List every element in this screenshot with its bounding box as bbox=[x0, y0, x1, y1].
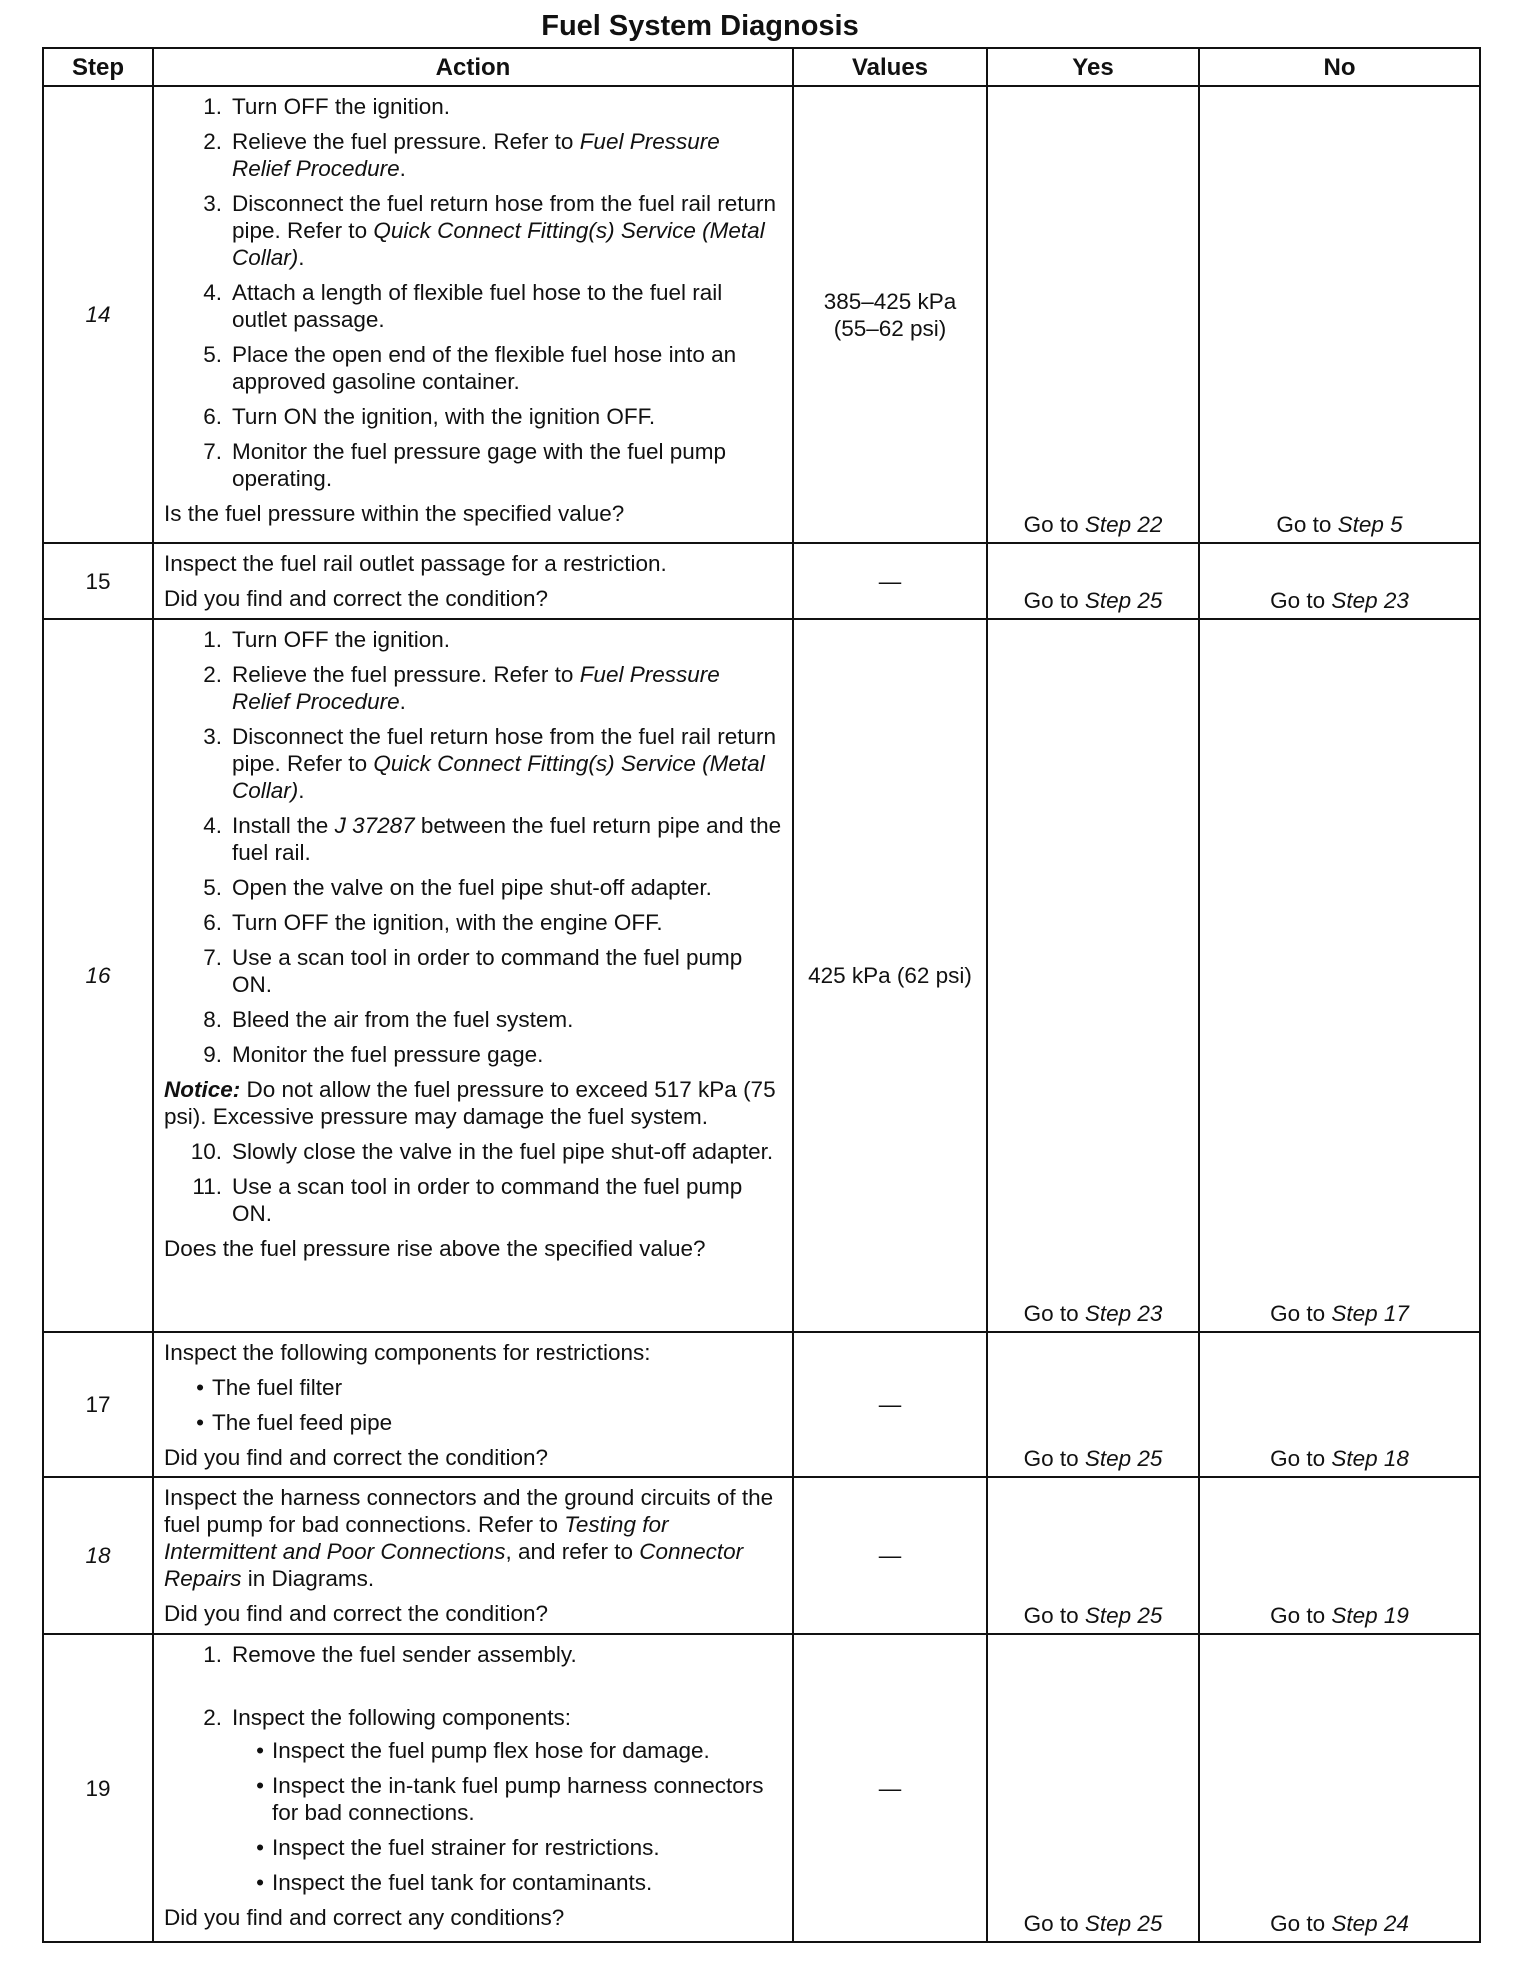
action-steps bbox=[164, 93, 782, 492]
values-cell: 385–425 kPa (55–62 psi) bbox=[793, 86, 987, 543]
action-steps-continued bbox=[164, 1138, 782, 1227]
action-question: Did you find and correct the condition? bbox=[164, 1601, 548, 1626]
yes-cell: Go to Step 25 bbox=[987, 1332, 1199, 1477]
page-title: Fuel System Diagnosis bbox=[541, 10, 859, 42]
action-cell bbox=[153, 86, 793, 543]
no-cell: Go to Step 17 bbox=[1199, 619, 1480, 1332]
notice-label: Notice: bbox=[164, 1077, 241, 1102]
list-item: 2. Relieve the fuel pressure. Refer to Fuel Pressure Relief Procedure. bbox=[203, 662, 720, 714]
bullet-icon: • bbox=[196, 1375, 204, 1400]
list-item: 7. Monitor the fuel pressure gage with the fuel pump operating. bbox=[203, 439, 727, 491]
action-question: Is the fuel pressure within the specified value? bbox=[164, 501, 625, 526]
values-cell: — bbox=[793, 543, 987, 619]
no-target: Step 5 bbox=[1337, 512, 1403, 537]
no-cell: Go to Step 23 bbox=[1199, 543, 1480, 619]
step-number: 14 bbox=[43, 86, 153, 543]
component-list bbox=[164, 1737, 782, 1896]
no-target: Step 19 bbox=[1331, 1603, 1409, 1628]
list-item: • The fuel feed pipe bbox=[164, 1409, 782, 1436]
step-number: 19 bbox=[43, 1634, 153, 1942]
list-item: 5. Place the open end of the flexible fuel hose into an approved gasoline container. bbox=[203, 342, 737, 394]
table-row bbox=[43, 1477, 1480, 1634]
list-item: 8. Bleed the air from the fuel system. bbox=[203, 1007, 574, 1032]
action-steps bbox=[164, 626, 782, 1068]
step-number: 17 bbox=[43, 1332, 153, 1477]
step-number: 16 bbox=[43, 619, 153, 1332]
list-item: 3. Disconnect the fuel return hose from the fuel rail return pipe. Refer to Quick Connect Fitting(s) Service (Metal Collar). bbox=[203, 724, 777, 803]
action-steps-continued bbox=[164, 1704, 782, 1731]
action-cell bbox=[153, 1332, 793, 1477]
no-cell: Go to Step 5 bbox=[1199, 86, 1480, 543]
component-list bbox=[164, 1374, 782, 1436]
list-item: 10. Slowly close the valve in the fuel pipe shut-off adapter. bbox=[190, 1139, 774, 1164]
yes-target: Step 25 bbox=[1084, 1446, 1163, 1471]
list-item: 1. Remove the fuel sender assembly. bbox=[203, 1642, 577, 1667]
bullet-icon: • bbox=[256, 1870, 264, 1895]
list-item: • Inspect the fuel pump flex hose for damage. bbox=[164, 1737, 782, 1764]
header-action: Action bbox=[153, 48, 793, 86]
list-item: 1. Turn OFF the ignition. bbox=[203, 627, 451, 652]
values-cell: — bbox=[793, 1332, 987, 1477]
action-question: Does the fuel pressure rise above the specified value? bbox=[164, 1236, 706, 1261]
header-no: No bbox=[1199, 48, 1480, 86]
action-cell bbox=[153, 543, 793, 619]
bullet-icon: • bbox=[196, 1410, 204, 1435]
list-item: 7. Use a scan tool in order to command the fuel pump ON. bbox=[203, 945, 743, 997]
values-cell: 425 kPa (62 psi) bbox=[793, 619, 987, 1332]
yes-cell: Go to Step 25 bbox=[987, 1477, 1199, 1634]
list-item: 6. Turn OFF the ignition, with the engine OFF. bbox=[203, 910, 663, 935]
yes-cell: Go to Step 25 bbox=[987, 1634, 1199, 1942]
table-row bbox=[43, 86, 1480, 543]
action-cell bbox=[153, 1634, 793, 1942]
no-target: Step 17 bbox=[1331, 1301, 1409, 1326]
action-text: Inspect the harness connectors and the ground circuits of the fuel pump for bad connections. Refer to Testing for Intermittent and Poor Connections, and refer to Connector Repairs in Diagrams. bbox=[164, 1485, 774, 1591]
action-question: Did you find and correct the condition? bbox=[164, 1445, 548, 1470]
yes-cell: Go to Step 22 bbox=[987, 86, 1199, 543]
action-question: Did you find and correct the condition? bbox=[164, 586, 548, 611]
values-cell: — bbox=[793, 1634, 987, 1942]
yes-cell: Go to Step 23 bbox=[987, 619, 1199, 1332]
table-row bbox=[43, 1332, 1480, 1477]
list-item: 1. Turn OFF the ignition. bbox=[203, 94, 451, 119]
no-cell: Go to Step 24 bbox=[1199, 1634, 1480, 1942]
step-number: 15 bbox=[43, 543, 153, 619]
yes-target: Step 22 bbox=[1084, 512, 1163, 537]
no-target: Step 23 bbox=[1331, 588, 1409, 613]
header-yes: Yes bbox=[987, 48, 1199, 86]
bullet-icon: • bbox=[256, 1835, 264, 1860]
list-item: 6. Turn ON the ignition, with the ignition OFF. bbox=[203, 404, 656, 429]
action-cell bbox=[153, 1477, 793, 1634]
header-values: Values bbox=[793, 48, 987, 86]
list-item: 9. Monitor the fuel pressure gage. bbox=[203, 1042, 544, 1067]
list-item: • Inspect the in-tank fuel pump harness connectors for bad connections. bbox=[164, 1772, 782, 1826]
bullet-icon: • bbox=[256, 1773, 264, 1798]
no-cell: Go to Step 19 bbox=[1199, 1477, 1480, 1634]
action-text: Inspect the following components for restrictions: bbox=[164, 1340, 651, 1365]
action-cell bbox=[153, 619, 793, 1332]
no-target: Step 24 bbox=[1331, 1911, 1409, 1936]
yes-cell: Go to Step 25 bbox=[987, 543, 1199, 619]
yes-target: Step 25 bbox=[1084, 1603, 1163, 1628]
table-row bbox=[43, 543, 1480, 619]
list-item: 11. Use a scan tool in order to command the fuel pump ON. bbox=[192, 1174, 743, 1226]
no-target: Step 18 bbox=[1331, 1446, 1409, 1471]
bullet-icon: • bbox=[256, 1738, 264, 1763]
action-steps bbox=[164, 1641, 782, 1668]
list-item: 5. Open the valve on the fuel pipe shut-off adapter. bbox=[203, 875, 712, 900]
list-item: 2. Inspect the following components: bbox=[203, 1705, 571, 1730]
yes-target: Step 25 bbox=[1084, 1911, 1163, 1936]
table-header-row bbox=[43, 48, 1480, 86]
table-row bbox=[43, 619, 1480, 1332]
list-item: • Inspect the fuel tank for contaminants. bbox=[164, 1869, 782, 1896]
diagnosis-table bbox=[42, 47, 1481, 1943]
list-item: 4. Attach a length of flexible fuel hose to the fuel rail outlet passage. bbox=[203, 280, 723, 332]
yes-target: Step 23 bbox=[1084, 1301, 1163, 1326]
values-cell: — bbox=[793, 1477, 987, 1634]
no-cell: Go to Step 18 bbox=[1199, 1332, 1480, 1477]
list-item: 2. Relieve the fuel pressure. Refer to Fuel Pressure Relief Procedure. bbox=[203, 129, 720, 181]
yes-target: Step 25 bbox=[1084, 588, 1163, 613]
step-number: 18 bbox=[43, 1477, 153, 1634]
list-item: • The fuel filter bbox=[164, 1374, 782, 1401]
list-item: • Inspect the fuel strainer for restrictions. bbox=[164, 1834, 782, 1861]
table-row bbox=[43, 1634, 1480, 1942]
list-item: 4. Install the J 37287 between the fuel return pipe and the fuel rail. bbox=[203, 813, 782, 865]
action-question: Did you find and correct any conditions? bbox=[164, 1905, 565, 1930]
notice-text: Notice: Do not allow the fuel pressure to exceed 517 kPa (75 psi). Excessive pressure may damage the fuel system. bbox=[164, 1077, 776, 1129]
list-item: 3. Disconnect the fuel return hose from the fuel rail return pipe. Refer to Quick Connect Fitting(s) Service (Metal Collar). bbox=[203, 191, 777, 270]
action-text: Inspect the fuel rail outlet passage for a restriction. bbox=[164, 551, 667, 576]
header-step: Step bbox=[43, 48, 153, 86]
